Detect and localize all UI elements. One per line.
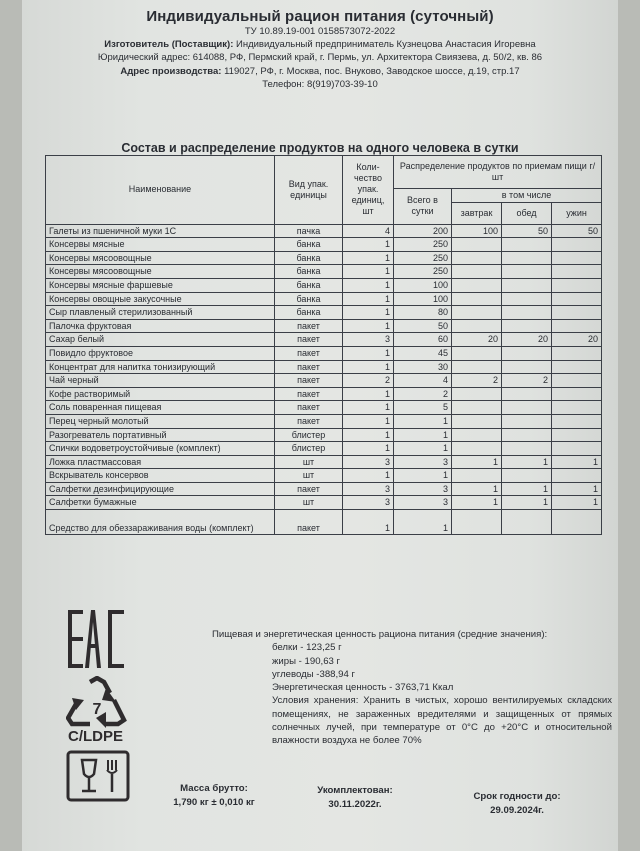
nutrition-energy: Энергетическая ценность - 3763,71 Ккал [272,682,454,694]
table-row [46,387,602,401]
cell-pack: пакет [275,401,343,415]
cell-dinner [552,306,602,320]
cell-name: Сыр плавленый стерилизованный [46,306,275,320]
cell-pack: пакет [275,360,343,374]
production-label: Адрес производства: [120,65,222,77]
table-row [46,224,602,238]
cell-name: Перец черный молотый [46,414,275,428]
cell-total: 45 [394,346,452,360]
nutrition-carbs: углеводы -388,94 г [272,668,355,680]
cell-qty: 1 [343,442,394,456]
cell-qty: 3 [343,455,394,469]
cell-total: 250 [394,251,452,265]
table-row [46,238,602,252]
cell-lunch [502,360,552,374]
mass-block [154,782,274,810]
cell-breakfast: 1 [452,455,502,469]
cell-pack: блистер [275,442,343,456]
cell-lunch [502,414,552,428]
table-row [46,401,602,415]
cell-breakfast: 1 [452,496,502,510]
cell-lunch [502,510,552,535]
cell-name: Повидло фруктовое [46,346,275,360]
cell-dinner [552,360,602,374]
table-row [46,455,602,469]
cell-total: 250 [394,265,452,279]
table-row [46,496,602,510]
cell-pack: шт [275,469,343,483]
recycle-label: C/LDPE [68,728,124,745]
cell-dinner [552,265,602,279]
cell-dinner [552,469,602,483]
cell-total: 1 [394,510,452,535]
col-header-breakfast: завтрак [452,202,502,224]
cell-dinner [552,401,602,415]
table-row [46,374,602,388]
cell-breakfast [452,387,502,401]
cell-name: Консервы овощные закусочные [46,292,275,306]
cell-name: Палочка фруктовая [46,319,275,333]
cell-dinner: 50 [552,224,602,238]
cell-breakfast [452,510,502,535]
cell-total: 1 [394,414,452,428]
cell-breakfast [452,469,502,483]
cell-lunch [502,238,552,252]
table-row [46,346,602,360]
col-header-total: Всего в сутки [394,189,452,225]
cell-name: Спички водоветроустойчивые (комплект) [46,442,275,456]
cell-breakfast [452,319,502,333]
cell-dinner [552,442,602,456]
manufacturer-label: Изготовитель (Поставщик): [104,39,234,51]
label-header [22,8,618,91]
legal-address: Юридический адрес: 614088, РФ, Пермский край, г. Пермь, ул. Архитектора Свиязева, д. 50/2, кв. 86 [97,52,543,64]
cell-name: Разогреватель портативный [46,428,275,442]
cell-total: 80 [394,306,452,320]
cell-qty: 2 [343,374,394,388]
cell-name: Галеты из пшеничной муки 1С [46,224,275,238]
cell-qty: 1 [343,387,394,401]
cell-lunch: 2 [502,374,552,388]
cell-total: 100 [394,278,452,292]
cell-qty: 1 [343,428,394,442]
table-row [46,319,602,333]
col-header-distribution: Распределение продуктов по приемам пищи г/шт [394,156,602,189]
cell-qty: 1 [343,346,394,360]
table-row [46,469,602,483]
cell-pack: шт [275,455,343,469]
cell-name: Консервы мясоовощные [46,265,275,279]
cell-lunch [502,265,552,279]
cell-pack: банка [275,238,343,252]
cell-breakfast [452,360,502,374]
cell-total: 200 [394,224,452,238]
packed-label: Укомплектован: [317,785,393,796]
table-row [46,292,602,306]
col-header-pack: Вид упак. единицы [275,156,343,225]
cell-name: Вскрыватель консервов [46,469,275,483]
cell-dinner: 1 [552,496,602,510]
cell-pack: пакет [275,414,343,428]
nutrition-protein: белки - 123,25 г [272,642,342,654]
cell-total: 50 [394,319,452,333]
cell-breakfast: 1 [452,482,502,496]
cell-lunch [502,442,552,456]
cell-dinner: 1 [552,455,602,469]
table-row [46,360,602,374]
cell-dinner [552,374,602,388]
cell-name: Консервы мясные фаршевые [46,278,275,292]
cell-pack: шт [275,496,343,510]
cell-name: Салфетки дезинфицирующие [46,482,275,496]
cell-lunch: 1 [502,455,552,469]
cell-pack: пакет [275,482,343,496]
table-row [46,482,602,496]
cell-dinner [552,319,602,333]
mass-label: Масса брутто: [180,783,248,794]
nutrition-title: Пищевая и энергетическая ценность рациона питания (средние значения): [212,629,548,640]
cell-total: 2 [394,387,452,401]
cell-total: 1 [394,469,452,483]
cell-total: 60 [394,333,452,347]
expiry-block [442,790,592,818]
cell-breakfast [452,428,502,442]
cell-breakfast: 2 [452,374,502,388]
cell-dinner [552,414,602,428]
cell-breakfast [452,265,502,279]
cell-dinner [552,510,602,535]
col-header-including: в том числе [452,189,602,203]
cell-qty: 1 [343,414,394,428]
cell-dinner: 20 [552,333,602,347]
cell-name: Консервы мясоовощные [46,251,275,265]
cell-qty: 3 [343,496,394,510]
cell-qty: 1 [343,292,394,306]
cell-total: 3 [394,455,452,469]
table-row [46,442,602,456]
manufacturer-line [22,38,618,51]
cell-breakfast [452,414,502,428]
table-row [46,510,602,535]
cell-qty: 3 [343,482,394,496]
cell-lunch: 1 [502,496,552,510]
tu-code: ТУ 10.89.19-001 0158573072-2022 [244,26,396,37]
cell-dinner [552,346,602,360]
cell-name: Чай черный [46,374,275,388]
cell-qty: 4 [343,224,394,238]
nutrition-fat: жиры - 190,63 г [272,655,341,667]
cell-dinner [552,292,602,306]
phone: Телефон: 8(919)703-39-10 [262,78,378,90]
cell-pack: пачка [275,224,343,238]
cell-pack: банка [275,278,343,292]
cell-lunch [502,251,552,265]
col-header-name: Наименование [46,156,275,225]
cell-qty: 1 [343,319,394,333]
storage-conditions: Условия хранения: Хранить в чистых, хорошо вентилируемых складских помещениях, не зараженных вредителями и защищенных от прямых солнечных лучей, при температуре от 0°С до +20°С и относительной влажности воздуха не более 70% [272,695,612,747]
manufacturer-value: Индивидуальный предприниматель Кузнецова Анастасия Игоревна [236,39,536,51]
cell-qty: 1 [343,510,394,535]
cell-total: 5 [394,401,452,415]
cell-qty: 1 [343,265,394,279]
recycle-number: 7 [92,701,102,718]
table-body [46,224,602,534]
cell-pack: банка [275,306,343,320]
cell-breakfast [452,251,502,265]
cell-name: Средство для обеззараживания воды (комплект) [46,510,275,535]
cell-pack: пакет [275,374,343,388]
table-row [46,414,602,428]
cell-total: 250 [394,238,452,252]
cell-qty: 3 [343,333,394,347]
cell-dinner [552,251,602,265]
table-row [46,428,602,442]
cell-dinner [552,387,602,401]
nutrition-block [212,628,612,748]
cell-breakfast [452,346,502,360]
food-contact-icon [66,750,130,802]
cell-qty: 1 [343,238,394,252]
cell-pack: пакет [275,346,343,360]
cell-total: 1 [394,428,452,442]
cell-name: Салфетки бумажные [46,496,275,510]
cell-total: 1 [394,442,452,456]
cell-name: Консервы мясные [46,238,275,252]
cell-lunch [502,387,552,401]
cell-lunch [502,469,552,483]
expiry-value: 29.09.2024г. [490,805,544,816]
cell-breakfast: 100 [452,224,502,238]
production-line [22,65,618,78]
table-row [46,251,602,265]
packed-block [290,784,420,812]
cell-lunch: 1 [502,482,552,496]
packed-value: 30.11.2022г. [328,799,382,810]
cell-breakfast [452,292,502,306]
cell-lunch [502,278,552,292]
cell-qty: 1 [343,469,394,483]
cell-breakfast [452,442,502,456]
cell-name: Соль поваренная пищевая [46,401,275,415]
page-title: Индивидуальный рацион питания (суточный) [146,8,494,25]
mass-value: 1,790 кг ± 0,010 кг [173,797,255,808]
cell-name: Концентрат для напитка тонизирующий [46,360,275,374]
cell-pack: пакет [275,333,343,347]
table-row [46,265,602,279]
cell-pack: банка [275,265,343,279]
col-header-lunch: обед [502,202,552,224]
expiry-label: Срок годности до: [473,791,561,802]
cell-dinner: 1 [552,482,602,496]
cell-qty: 1 [343,251,394,265]
cell-breakfast [452,401,502,415]
table-row [46,306,602,320]
cell-total: 4 [394,374,452,388]
cell-total: 3 [394,482,452,496]
cell-lunch: 20 [502,333,552,347]
table-row [46,333,602,347]
cell-pack: пакет [275,319,343,333]
cell-name: Ложка пластмассовая [46,455,275,469]
eac-mark-icon [68,610,124,668]
cell-dinner [552,278,602,292]
cell-name: Кофе растворимый [46,387,275,401]
package-label [22,0,618,851]
cell-qty: 1 [343,360,394,374]
ration-table [45,155,602,535]
cell-pack: блистер [275,428,343,442]
cell-qty: 1 [343,278,394,292]
table-title: Состав и распределение продуктов на одного человека в сутки [121,141,519,155]
cell-breakfast: 20 [452,333,502,347]
cell-lunch [502,428,552,442]
cell-lunch [502,401,552,415]
cell-pack: пакет [275,387,343,401]
cell-breakfast [452,238,502,252]
col-header-qty: Коли-чество упак. единиц, шт [343,156,394,225]
cell-qty: 1 [343,306,394,320]
cell-pack: банка [275,251,343,265]
cell-lunch: 50 [502,224,552,238]
cell-breakfast [452,278,502,292]
cell-pack: банка [275,292,343,306]
cell-total: 30 [394,360,452,374]
production-value: 119027, РФ, г. Москва, пос. Внуково, Заводское шоссе, д.19, стр.17 [224,65,520,77]
cell-total: 3 [394,496,452,510]
cell-dinner [552,428,602,442]
cell-name: Сахар белый [46,333,275,347]
cell-lunch [502,292,552,306]
cell-qty: 1 [343,401,394,415]
cell-lunch [502,319,552,333]
cell-breakfast [452,306,502,320]
cell-dinner [552,238,602,252]
cell-lunch [502,346,552,360]
table-row [46,278,602,292]
recycle-icon [66,676,128,728]
cell-total: 100 [394,292,452,306]
cell-lunch [502,306,552,320]
col-header-dinner: ужин [552,202,602,224]
cell-pack: пакет [275,510,343,535]
